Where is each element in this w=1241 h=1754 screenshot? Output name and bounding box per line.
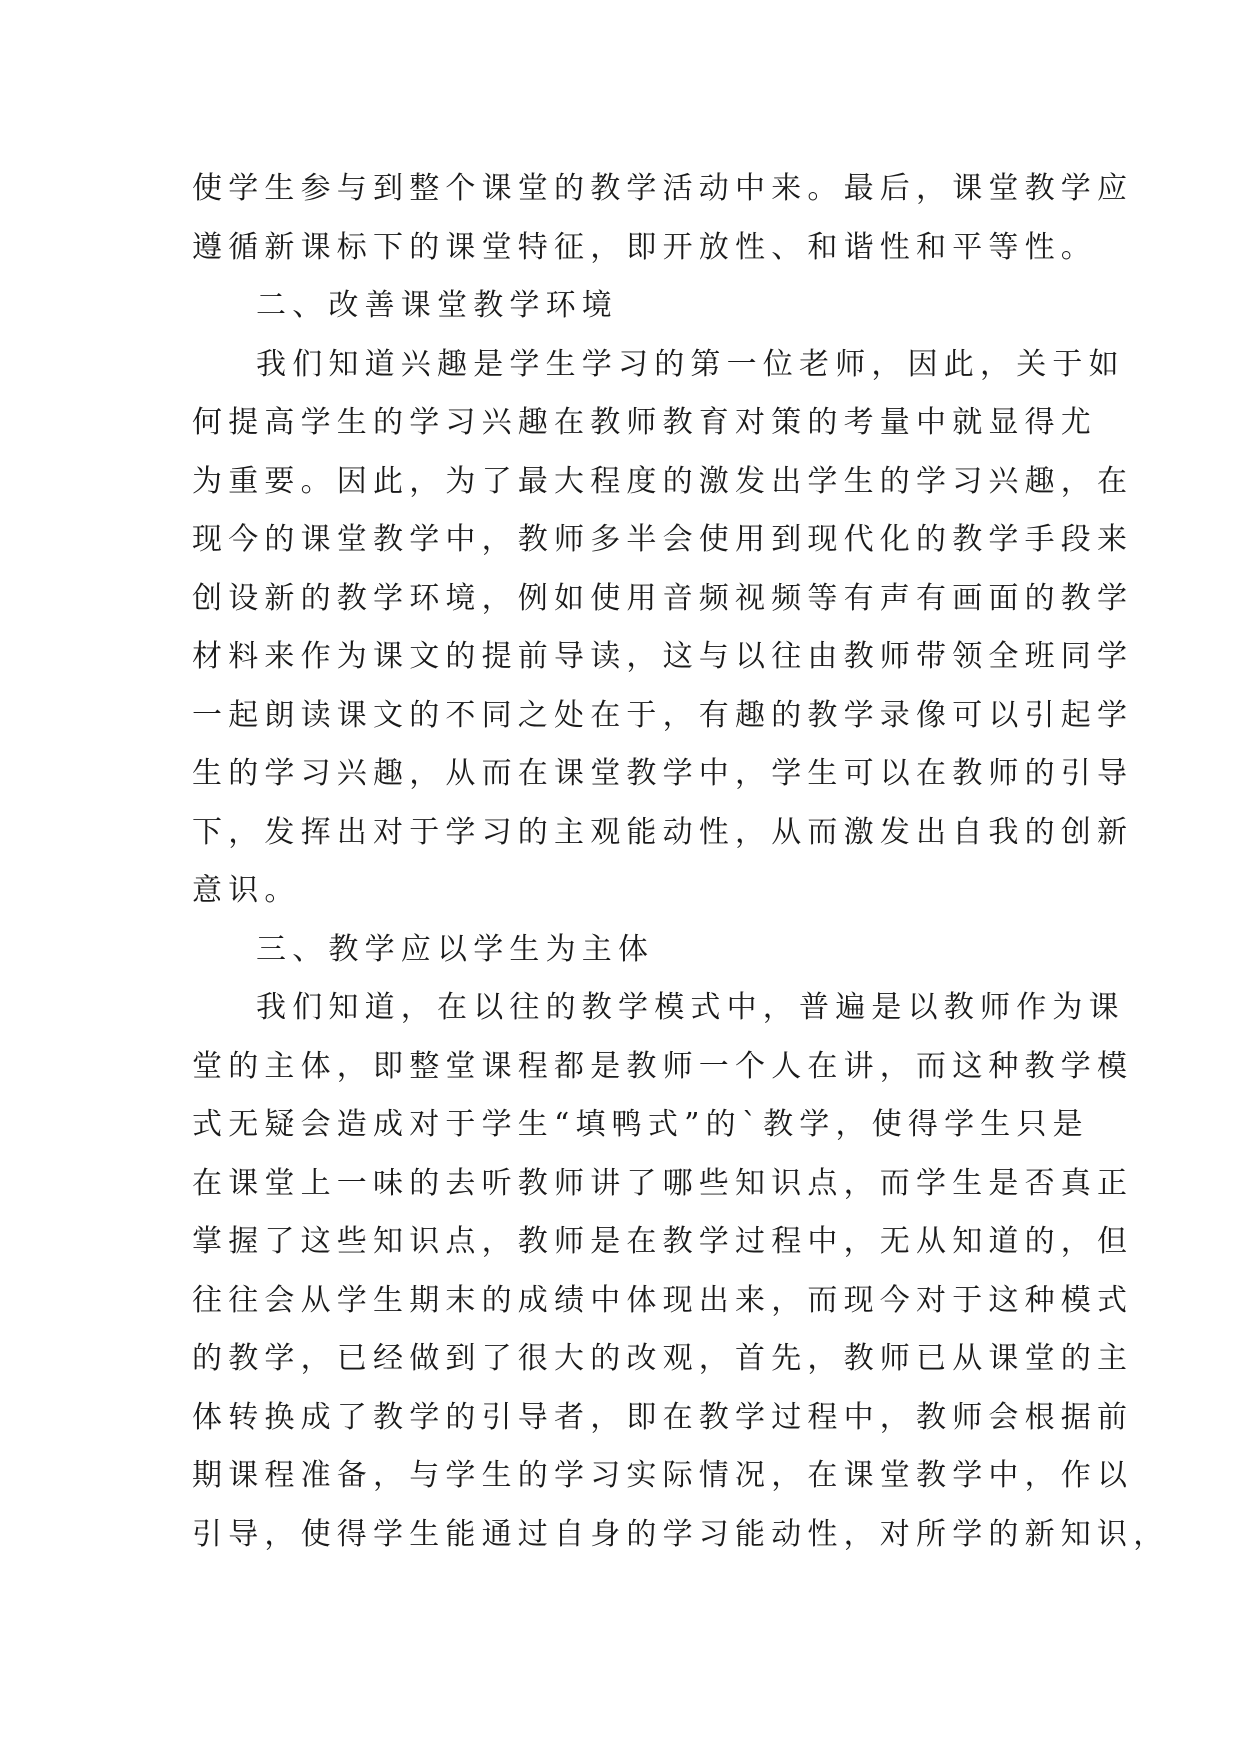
section-heading: 三、教学应以学生为主体 xyxy=(256,931,655,967)
text-line: 使学生参与到整个课堂的教学活动中来。最后，课堂教学应 xyxy=(192,171,1134,206)
document-body xyxy=(192,160,1170,1564)
text-line: 引导，使得学生能通过自身的学习能动性，对所学的新知识， xyxy=(192,1516,1170,1552)
text-line: 遵循新课标下的课堂特征，即开放性、和谐性和平等性。 xyxy=(192,229,1097,265)
text-line: 的教学，已经做到了很大的改观，首先，教师已从课堂的主 xyxy=(192,1341,1134,1376)
text-line: 意识。 xyxy=(192,873,301,908)
text-line: 在课堂上一味的去听教师讲了哪些知识点，而学生是否真正 xyxy=(192,1165,1134,1201)
text-line: 为重要。因此，为了最大程度的激发出学生的学习兴趣，在 xyxy=(192,463,1134,499)
text-line: 创设新的教学环境，例如使用音频视频等有声有画面的教学 xyxy=(192,580,1134,616)
text-line: 生的学习兴趣，从而在课堂教学中，学生可以在教师的引导 xyxy=(192,756,1134,791)
text-line: 何提高学生的学习兴趣在教师教育对策的考量中就显得尤 xyxy=(192,405,1097,440)
text-line: 体转换成了教学的引导者，即在教学过程中，教师会根据前 xyxy=(192,1399,1134,1435)
text-line: 往往会从学生期末的成绩中体现出来，而现今对于这种模式 xyxy=(192,1282,1134,1318)
text-line: 下，发挥出对于学习的主观能动性，从而激发出自我的创新 xyxy=(192,814,1134,850)
text-line: 式无疑会造成对于学生“填鸭式”的`教学，使得学生只是 xyxy=(192,1107,1089,1142)
text-line: 我们知道，在以往的教学模式中，普遍是以教师作为课 xyxy=(256,990,1125,1025)
text-line: 期课程准备，与学生的学习实际情况，在课堂教学中，作以 xyxy=(192,1458,1134,1493)
text-line: 一起朗读课文的不同之处在于，有趣的教学录像可以引起学 xyxy=(192,697,1134,733)
text-line: 我们知道兴趣是学生学习的第一位老师，因此，关于如 xyxy=(256,346,1125,382)
text-line: 材料来作为课文的提前导读，这与以往由教师带领全班同学 xyxy=(192,639,1134,674)
section-heading: 二、改善课堂教学环境 xyxy=(256,288,618,323)
text-line: 堂的主体，即整堂课程都是教师一个人在讲，而这种教学模 xyxy=(192,1048,1134,1084)
text-line: 掌握了这些知识点，教师是在教学过程中，无从知道的，但 xyxy=(192,1224,1134,1259)
text-line: 现今的课堂教学中，教师多半会使用到现代化的教学手段来 xyxy=(192,522,1134,557)
